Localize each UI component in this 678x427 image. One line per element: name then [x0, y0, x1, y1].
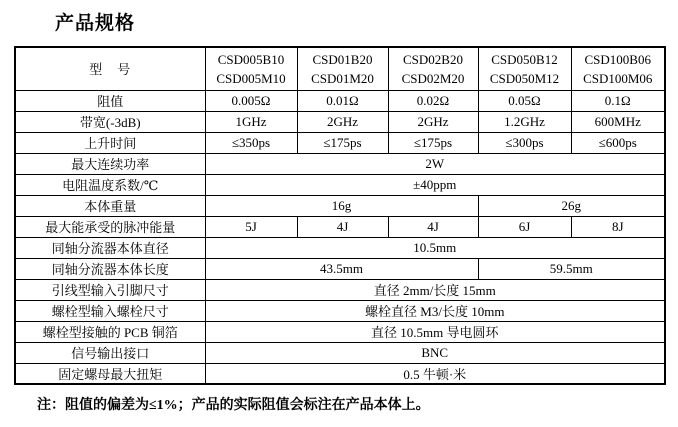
- model-line2: CSD01M20: [311, 70, 374, 86]
- model-line1: CSD050B12: [491, 51, 558, 67]
- spec-value: 2W: [205, 153, 665, 174]
- spec-value: 0.1Ω: [571, 90, 665, 111]
- row-label: 最大连续功率: [15, 153, 205, 174]
- model-name-csd02: [388, 47, 478, 90]
- spec-value: ≤175ps: [297, 132, 388, 153]
- spec-table: [14, 46, 666, 385]
- spec-value: BNC: [205, 342, 665, 363]
- model-line2: CSD005M10: [216, 70, 286, 86]
- spec-value: ≤300ps: [478, 132, 571, 153]
- spec-value: 0.02Ω: [388, 90, 478, 111]
- spec-value: 6J: [478, 216, 571, 237]
- row-shunt-body-length: [15, 258, 665, 279]
- row-shunt-body-diameter: [15, 237, 665, 258]
- model-name-csd100: [571, 47, 665, 90]
- row-label: 信号输出接口: [15, 342, 205, 363]
- spec-value: 2GHz: [297, 111, 388, 132]
- row-bandwidth: [15, 111, 665, 132]
- row-label: 螺栓型输入螺栓尺寸: [15, 300, 205, 321]
- model-line1: CSD02B20: [403, 51, 463, 67]
- row-label: 同轴分流器本体长度: [15, 258, 205, 279]
- model-line1: CSD100B06: [584, 51, 651, 67]
- row-rise-time: [15, 132, 665, 153]
- spec-value: 直径 10.5mm 导电圆环: [205, 321, 665, 342]
- row-label: 螺栓型接触的 PCB 铜箔: [15, 321, 205, 342]
- spec-value: 0.01Ω: [297, 90, 388, 111]
- spec-value: ±40ppm: [205, 174, 665, 195]
- row-body-weight: [15, 195, 665, 216]
- model-line2: CSD02M20: [401, 70, 465, 86]
- spec-value: 5J: [205, 216, 297, 237]
- spec-value: 直径 2mm/长度 15mm: [205, 279, 665, 300]
- spec-value: 1.2GHz: [478, 111, 571, 132]
- row-label: 阻值: [15, 90, 205, 111]
- model-line2: CSD100M06: [583, 70, 653, 86]
- row-label: 同轴分流器本体直径: [15, 237, 205, 258]
- row-lead-input-pin-size: [15, 279, 665, 300]
- model-name-csd050: [478, 47, 571, 90]
- model-name-csd005: [205, 47, 297, 90]
- spec-value: 16g: [205, 195, 478, 216]
- row-label: 电阻温度系数/℃: [15, 174, 205, 195]
- model-line1: CSD01B20: [312, 51, 373, 67]
- row-temp-coefficient: [15, 174, 665, 195]
- row-label: 上升时间: [15, 132, 205, 153]
- spec-value: ≤600ps: [571, 132, 665, 153]
- spec-value: 0.05Ω: [478, 90, 571, 111]
- model-name-csd01: [297, 47, 388, 90]
- spec-value: 26g: [478, 195, 665, 216]
- row-label: 带宽(-3dB): [15, 111, 205, 132]
- footnote: 注：阻值的偏差为≤1%；产品的实际阻值会标注在产品本体上。: [37, 398, 430, 413]
- row-label: 最大能承受的脉冲能量: [15, 216, 205, 237]
- row-label: 引线型输入引脚尺寸: [15, 279, 205, 300]
- spec-value: ≤350ps: [205, 132, 297, 153]
- row-bolt-input-size: [15, 300, 665, 321]
- row-signal-output-interface: [15, 342, 665, 363]
- row-max-pulse-energy: [15, 216, 665, 237]
- spec-value: ≤175ps: [388, 132, 478, 153]
- spec-value: 59.5mm: [478, 258, 665, 279]
- spec-value: 螺栓直径 M3/长度 10mm: [205, 300, 665, 321]
- spec-value: 1GHz: [205, 111, 297, 132]
- spec-value: 2GHz: [388, 111, 478, 132]
- spec-value: 10.5mm: [205, 237, 665, 258]
- spec-value: 8J: [571, 216, 665, 237]
- model-line1: CSD005B10: [217, 51, 285, 67]
- spec-value: 4J: [297, 216, 388, 237]
- spec-value: 43.5mm: [205, 258, 478, 279]
- page-title: 产品规格: [55, 13, 136, 34]
- row-bolt-pcb-copper: [15, 321, 665, 342]
- spec-value: 0.005Ω: [205, 90, 297, 111]
- row-label: 固定螺母最大扭矩: [15, 363, 205, 384]
- row-max-continuous-power: [15, 153, 665, 174]
- model-column-header: 型 号: [15, 47, 205, 90]
- row-label: 本体重量: [15, 195, 205, 216]
- spec-value: 600MHz: [571, 111, 665, 132]
- row-max-nut-torque: [15, 363, 665, 384]
- spec-value: 4J: [388, 216, 478, 237]
- row-resistance: [15, 90, 665, 111]
- model-line2: CSD050M12: [489, 70, 560, 86]
- spec-value: 0.5 牛顿·米: [205, 363, 665, 384]
- header-row: [15, 47, 665, 90]
